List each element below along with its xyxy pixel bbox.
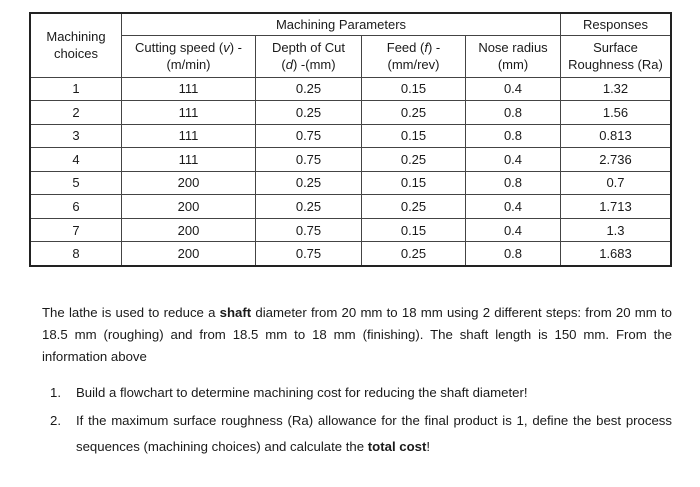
question-item — [42, 380, 672, 406]
table-row — [30, 195, 671, 219]
cell-cutting-speed: 200 — [122, 195, 256, 219]
cell-nose-radius: 0.4 — [466, 148, 561, 172]
table-row — [30, 124, 671, 148]
header-feed: Feed (f) - (mm/rev) — [362, 35, 466, 77]
header-machining-parameters: Machining Parameters — [122, 13, 561, 35]
cell-nose-radius: 0.8 — [466, 242, 561, 266]
cell-choice: 8 — [30, 242, 122, 266]
cell-roughness: 2.736 — [561, 148, 672, 172]
cell-choice: 2 — [30, 101, 122, 125]
cell-depth: 0.25 — [256, 171, 362, 195]
question-number: 1. — [50, 385, 61, 400]
table-row — [30, 218, 671, 242]
cell-feed: 0.15 — [362, 218, 466, 242]
cell-feed: 0.15 — [362, 171, 466, 195]
table-row — [30, 101, 671, 125]
cell-choice: 4 — [30, 148, 122, 172]
cell-depth: 0.75 — [256, 124, 362, 148]
cell-roughness: 1.3 — [561, 218, 672, 242]
cell-cutting-speed: 111 — [122, 124, 256, 148]
table-row — [30, 77, 671, 101]
cell-depth: 0.25 — [256, 77, 362, 101]
shaft-bold: shaft — [219, 305, 252, 320]
header-nose-radius: Nose radius (mm) — [466, 35, 561, 77]
cell-feed: 0.25 — [362, 101, 466, 125]
cell-depth: 0.75 — [256, 218, 362, 242]
table-header-row — [30, 13, 671, 35]
cell-cutting-speed: 200 — [122, 242, 256, 266]
table-subheader-row — [30, 35, 671, 77]
cell-cutting-speed: 200 — [122, 218, 256, 242]
cell-nose-radius: 0.8 — [466, 171, 561, 195]
cell-depth: 0.75 — [256, 242, 362, 266]
question-number: 2. — [50, 413, 61, 428]
cell-cutting-speed: 111 — [122, 77, 256, 101]
cell-choice: 5 — [30, 171, 122, 195]
cell-feed: 0.25 — [362, 242, 466, 266]
cell-cutting-speed: 111 — [122, 101, 256, 125]
cell-cutting-speed: 111 — [122, 148, 256, 172]
question-list — [42, 380, 672, 460]
cell-nose-radius: 0.8 — [466, 124, 561, 148]
header-cutting-speed: Cutting speed (v) - (m/min) — [122, 35, 256, 77]
cell-roughness: 1.683 — [561, 242, 672, 266]
cell-cutting-speed: 200 — [122, 171, 256, 195]
cell-choice: 6 — [30, 195, 122, 219]
table-row — [30, 171, 671, 195]
cell-roughness: 0.7 — [561, 171, 672, 195]
cell-feed: 0.15 — [362, 77, 466, 101]
question-item: 2. If the maximum surface roughness (Ra) allowance for the final product is 1, define the best process sequences (machining choices) and calculate the total cost! — [42, 408, 672, 460]
cell-choice: 7 — [30, 218, 122, 242]
cell-nose-radius: 0.4 — [466, 218, 561, 242]
total-cost-bold: total cost — [367, 439, 427, 454]
cell-roughness: 1.713 — [561, 195, 672, 219]
cell-depth: 0.25 — [256, 195, 362, 219]
problem-description: The lathe is used to reduce a shaft diameter from 20 mm to 18 mm using 2 different steps: from 20 mm to 18.5 mm (roughing) and from 18.5 mm to 18 mm (finishing). The shaft length is 150 mm. From the information above — [42, 305, 672, 364]
cell-depth: 0.75 — [256, 148, 362, 172]
cell-roughness: 0.813 — [561, 124, 672, 148]
header-surface-roughness: Surface Roughness (Ra) — [561, 35, 672, 77]
cell-feed: 0.25 — [362, 195, 466, 219]
cell-nose-radius: 0.8 — [466, 101, 561, 125]
question-text: If the maximum surface roughness (Ra) allowance for the final product is 1, define the best process sequences (machining choices) and calculate the — [76, 413, 672, 454]
machining-parameters-table — [29, 12, 672, 267]
cell-feed: 0.25 — [362, 148, 466, 172]
table-row — [30, 148, 671, 172]
table-row — [30, 242, 671, 266]
cell-feed: 0.15 — [362, 124, 466, 148]
cell-choice: 3 — [30, 124, 122, 148]
question-text: Build a flowchart to determine machining cost for reducing the shaft diameter! — [76, 385, 528, 400]
cell-depth: 0.25 — [256, 101, 362, 125]
header-machining-choices: Machining choices — [30, 13, 122, 77]
header-depth-of-cut: Depth of Cut (d) -(mm) — [256, 35, 362, 77]
header-responses: Responses — [561, 13, 672, 35]
cell-roughness: 1.56 — [561, 101, 672, 125]
cell-choice: 1 — [30, 77, 122, 101]
cell-nose-radius: 0.4 — [466, 195, 561, 219]
cell-nose-radius: 0.4 — [466, 77, 561, 101]
cell-roughness: 1.32 — [561, 77, 672, 101]
